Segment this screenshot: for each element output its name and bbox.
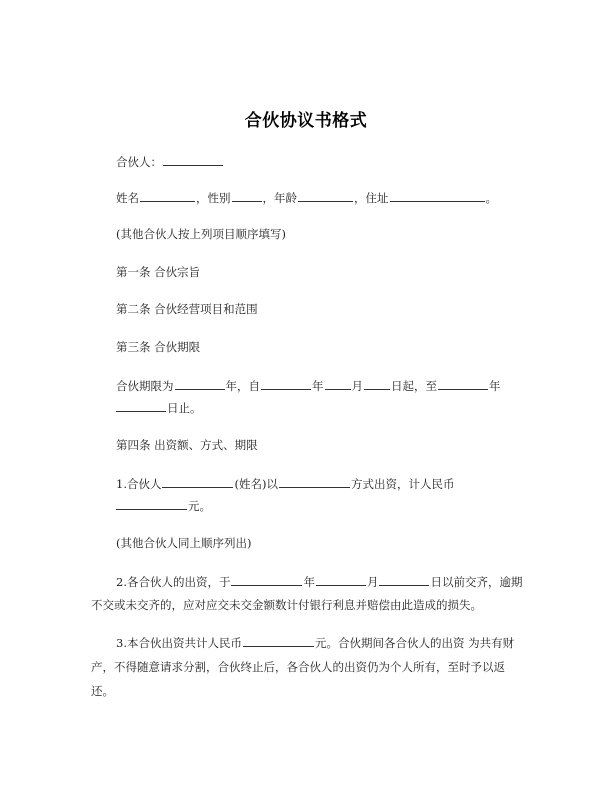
gender-blank bbox=[232, 190, 262, 202]
term-text: 日止。 bbox=[167, 401, 202, 415]
clause-text: 元。合伙期间各合伙人的出资 为共有财 bbox=[314, 636, 515, 650]
address-label: ，住址 bbox=[354, 191, 389, 205]
term-text: 年，自 bbox=[225, 379, 260, 393]
deadline-month-blank bbox=[316, 574, 366, 586]
clause-text: (姓名)以 bbox=[234, 477, 278, 491]
name-label: 姓名 bbox=[116, 191, 139, 205]
address-blank bbox=[390, 190, 485, 202]
clause-1-line-2 bbox=[116, 498, 211, 513]
term-line-2 bbox=[116, 400, 202, 415]
clause-2-line bbox=[116, 574, 522, 589]
partner-info-line bbox=[116, 190, 497, 205]
article-2-heading: 第二条 合伙经营项目和范围 bbox=[116, 302, 258, 316]
term-text: 年 bbox=[489, 379, 501, 393]
clause-text: 2.各合伙人的出资，于 bbox=[116, 575, 231, 589]
age-blank bbox=[298, 190, 353, 202]
article-3-heading: 第三条 合伙期限 bbox=[116, 340, 201, 354]
term-text: 月 bbox=[351, 379, 363, 393]
total-amount-blank bbox=[243, 635, 314, 647]
clause-1-line bbox=[116, 476, 454, 491]
partner-blank bbox=[163, 154, 223, 166]
document-title: 合伙协议书格式 bbox=[244, 111, 368, 131]
note-same-order: (其他合伙人同上顺序列出) bbox=[116, 536, 252, 550]
name-blank bbox=[140, 190, 195, 202]
deadline-year-blank bbox=[231, 574, 302, 586]
clause-2-line-2: 不交或未交齐的，应对应交未交金额数计付银行利息并赔偿由此造成的损失。 bbox=[91, 598, 482, 612]
article-4-heading: 第四条 出资额、方式、期限 bbox=[116, 438, 258, 452]
partner-name-blank bbox=[162, 476, 233, 488]
article-1-heading: 第一条 合伙宗旨 bbox=[116, 265, 201, 279]
amount-blank bbox=[116, 498, 187, 510]
deadline-day-blank bbox=[379, 574, 429, 586]
term-text: 合伙期限为 bbox=[116, 379, 174, 393]
partner-label: 合伙人： bbox=[116, 155, 162, 169]
term-years-blank bbox=[175, 378, 225, 390]
clause-text: 方式出资，计人民币 bbox=[350, 477, 455, 491]
clause-3-line-3: 还。 bbox=[91, 684, 114, 698]
end-day-blank bbox=[116, 400, 166, 412]
clause-text: 年 bbox=[303, 575, 315, 589]
term-text: 年 bbox=[312, 379, 324, 393]
method-blank bbox=[279, 476, 350, 488]
start-month-blank bbox=[325, 378, 351, 390]
term-text: 日起，至 bbox=[391, 379, 437, 393]
clause-3-line bbox=[116, 635, 514, 650]
note-fill-order: (其他合伙人按上列项目顺序填写) bbox=[116, 227, 286, 241]
gender-label: ，性别 bbox=[196, 191, 231, 205]
clause-3-line-2: 产，不得随意请求分割，合伙终止后，各合伙人的出资仍为个人所有，至时予以返 bbox=[91, 660, 505, 674]
clause-text: 3.本合伙出资共计人民币 bbox=[116, 636, 242, 650]
start-day-blank bbox=[364, 378, 390, 390]
partner-line bbox=[116, 154, 224, 169]
period: 。 bbox=[485, 191, 497, 205]
clause-text: 1.合伙人 bbox=[116, 477, 162, 491]
clause-text: 日以前交齐，逾期 bbox=[430, 575, 523, 589]
start-year-blank bbox=[261, 378, 311, 390]
end-year-blank bbox=[438, 378, 488, 390]
age-label: ，年龄 bbox=[262, 191, 297, 205]
clause-text: 元。 bbox=[188, 499, 211, 513]
clause-text: 月 bbox=[366, 575, 379, 589]
term-line bbox=[116, 378, 501, 393]
